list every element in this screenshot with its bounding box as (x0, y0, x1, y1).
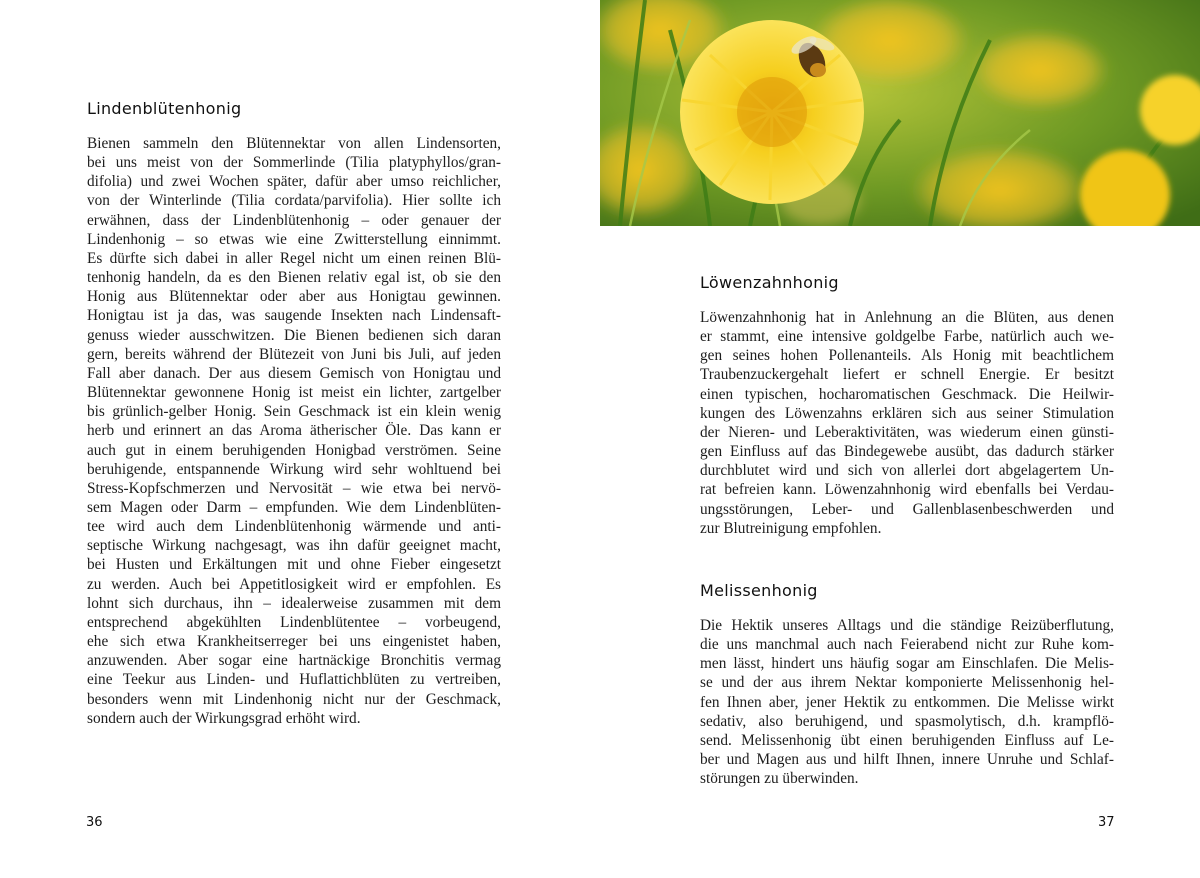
right-page (600, 0, 1200, 878)
page-number-left: 36 (86, 815, 103, 830)
text-line: rat befreien kann. Löwenzahnhonig wird ebenfalls bei Verdau- (700, 481, 1114, 499)
text-line: Die Hektik unseres Alltags und die ständige Reizüberflutung, (700, 617, 1114, 634)
text-line: Fall aber danach. Der aus diesem Gemisch von Honigtau und (87, 364, 501, 382)
text-line: ber und Magen aus und hilft Ihnen, innere Unruhe und Schlaf- (700, 751, 1114, 769)
text-line: fen Ihnen aber, jener Hektik zu entkommen. Die Melisse wirkt (700, 693, 1114, 711)
text-line: genuss wieder ausschwitzen. Die Bienen bedienen sich daran (87, 326, 501, 344)
text-line: einen typischen, hocharomatischen Geschmack. Die Heilwir- (700, 385, 1114, 403)
text-line: zu werden. Auch bei Appetitlosigkeit wird er empfohlen. Es (87, 575, 501, 593)
text-line: störungen zu überwinden. (700, 770, 859, 788)
text-line: Blütennektar gewonnene Honig ist meist ein lichter, zartgelber (87, 384, 501, 402)
text-line: er stammt, eine intensive goldgelbe Farbe, natürlich auch we- (700, 328, 1114, 346)
text-line: Stress-Kopfschmerzen und Nervosität – wie etwa bei nervö- (87, 479, 501, 497)
text-line: anzuwenden. Aber sogar eine hartnäckige Bronchitis vermag (87, 652, 501, 670)
text-line: entsprechend abgekühlten Lindenblütentee – vorbeugend, (87, 613, 501, 631)
text-line: tee wird auch dem Lindenblütenhonig wärmende und anti- (87, 518, 501, 536)
text-line: ehe sich etwa Krankheitserreger bei uns eingenistet haben, (87, 633, 501, 651)
text-line: gen seines hohen Pollenanteils. Als Honig mit beachtlichem (700, 347, 1114, 365)
text-line: septische Wirkung nachgesagt, was ihn dafür geeignet macht, (87, 537, 501, 555)
text-line: gern, bereits während der Blütezeit von Juni bis Juli, auf jeden (87, 345, 501, 363)
text-line: die uns manchmal auch nach Feierabend nicht zur Ruhe kom- (700, 636, 1114, 654)
paragraph-loewenzahnhonig (700, 308, 1114, 538)
text-line: Löwenzahnhonig hat in Anlehnung an die Blüten, aus denen (700, 309, 1114, 326)
dandelion-flower (680, 20, 864, 204)
text-line: Lindenhonig – so etwas wie eine Zwitterstellung einnimmt. (87, 230, 501, 248)
text-line: der Nieren- und Leberaktivitäten, was wiederum einen günsti- (700, 423, 1114, 441)
photo-illustration (600, 0, 1200, 226)
text-line: gen Einfluss auf das Bindegewebe ausübt, das dadurch stärker (700, 443, 1114, 461)
text-line: difolia) und zwei Wochen später, dafür aber umso reichlicher, (87, 173, 501, 191)
text-line: ungsstörungen, Leber- und Gallenblasenbeschwerden und (700, 500, 1114, 518)
text-line: sedativ, also beruhigend, und spasmolytisch, d.h. krampflö- (700, 712, 1114, 730)
dandelion-bee-photo (600, 0, 1200, 226)
paragraph-melissenhonig (700, 616, 1114, 788)
text-line: zur Blutreinigung empfohlen. (700, 519, 882, 537)
text-line: durchblutet wird und sich von allerlei dort abgelagertem Un- (700, 462, 1114, 480)
text-line: tenhonig handeln, da es den Bienen relativ egal ist, ob sie den (87, 269, 501, 287)
page-number-right: 37 (1098, 815, 1115, 830)
section-heading-melissenhonig: Melissenhonig (700, 581, 818, 600)
text-line: Bienen sammeln den Blütennektar von allen Lindensorten, (87, 135, 501, 152)
text-line: bei Husten und Erkältungen mit und ohne Fieber eingesetzt (87, 556, 501, 574)
text-line: von der Winterlinde (Tilia cordata/parvifolia). Hier sollte ich (87, 192, 501, 210)
text-line: beruhigende, entspannende Wirkung wird sehr wohltuend bei (87, 460, 501, 478)
text-line: lohnt sich durchaus, ihn – idealerweise zusammen mit dem (87, 594, 501, 612)
section-heading-loewenzahnhonig: Löwenzahnhonig (700, 273, 839, 292)
text-line: besonders wenn mit Lindenhonig nicht nur der Geschmack, (87, 690, 501, 708)
text-line: sondern auch der Wirkungsgrad erhöht wird. (87, 709, 361, 727)
text-line: Traubenzuckergehalt liefert er schnell Energie. Er besitzt (700, 366, 1114, 384)
section-heading-lindenbluetenhonig: Lindenblütenhonig (87, 99, 242, 118)
text-line: eine Teekur aus Linden- und Huflattichblüten zu vertreiben, (87, 671, 501, 689)
text-line: kungen des Löwenzahns erklären sich aus seiner Stimulation (700, 404, 1114, 422)
text-line: herb und erinnert an das Aroma ätherischer Öle. Das kann er (87, 422, 501, 440)
text-line: se und der aus ihrem Nektar komponierte Melissenhonig hel- (700, 674, 1114, 692)
text-line: auch gut in einem beruhigenden Honigbad verströmen. Seine (87, 441, 501, 459)
text-line: Honigtau ist ja das, was saugende Insekten nach Lindensaft- (87, 307, 501, 325)
text-line: sem Magen oder Darm – empfunden. Wie dem Lindenblüten- (87, 498, 501, 516)
text-line: men lässt, hindert uns häufig sogar am Einschlafen. Die Melis- (700, 655, 1114, 673)
text-line: send. Melissenhonig übt einen beruhigenden Einfluss auf Le- (700, 731, 1114, 749)
text-line: bei uns meist von der Sommerlinde (Tilia platyphyllos/gran- (87, 154, 501, 172)
paragraph-lindenbluetenhonig (87, 134, 501, 728)
text-line: Es dürfte sich dabei in aller Regel nicht um einen reinen Blü- (87, 249, 501, 267)
text-line: bis grünlich-gelber Honig. Sein Geschmack ist ein klein wenig (87, 403, 501, 421)
text-line: Honig aus Blütennektar oder aber aus Honigtau gewinnen. (87, 288, 501, 306)
text-line: erwähnen, dass der Lindenblütenhonig – oder genauer der (87, 211, 501, 229)
